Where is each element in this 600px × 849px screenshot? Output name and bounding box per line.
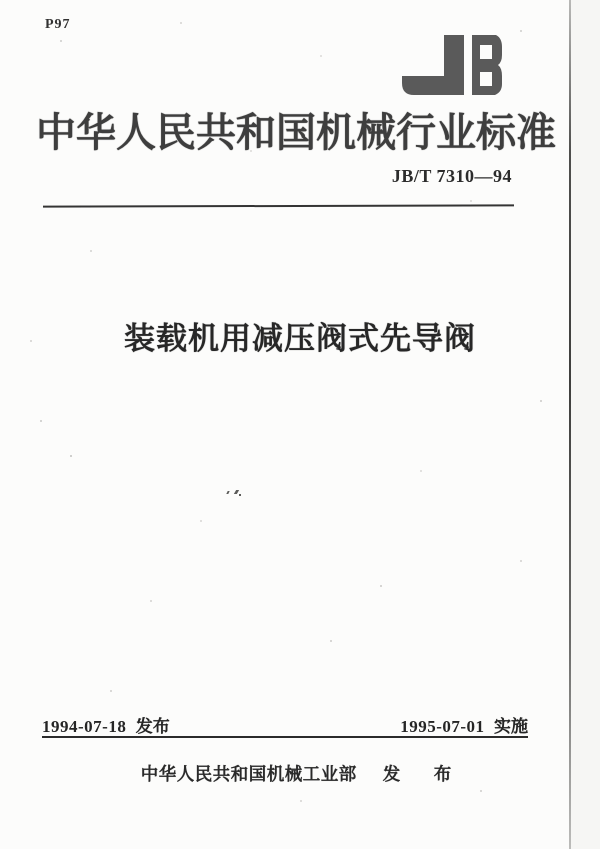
implementation-date-group — [400, 712, 528, 737]
page-code: P97 — [45, 17, 71, 32]
issue-date: 1994-07-18 — [42, 717, 127, 736]
standard-number: JB/T 7310—94 — [391, 166, 512, 186]
publish-action: 发 布 — [382, 764, 460, 784]
publisher-line — [0, 761, 600, 786]
document-title: 装载机用减压阀式先导阀 — [124, 321, 476, 356]
implementation-label: 实施 — [494, 717, 528, 736]
publisher-name: 中华人民共和国机械工业部 — [140, 764, 357, 784]
header-divider — [43, 204, 514, 207]
footer-divider — [42, 736, 528, 738]
jb-logo-glyphs — [398, 35, 502, 95]
issue-label: 发布 — [135, 717, 170, 736]
jb-logo — [398, 35, 502, 95]
dates-row — [42, 712, 528, 736]
standard-class-heading: 中华人民共和国机械行业标准 — [36, 111, 556, 155]
ink-smudge — [226, 489, 246, 497]
implementation-date: 1995-07-01 — [400, 717, 485, 736]
scan-noise — [0, 0, 2, 2]
scan-edge-margin — [571, 0, 600, 849]
issue-date-group — [42, 712, 170, 737]
